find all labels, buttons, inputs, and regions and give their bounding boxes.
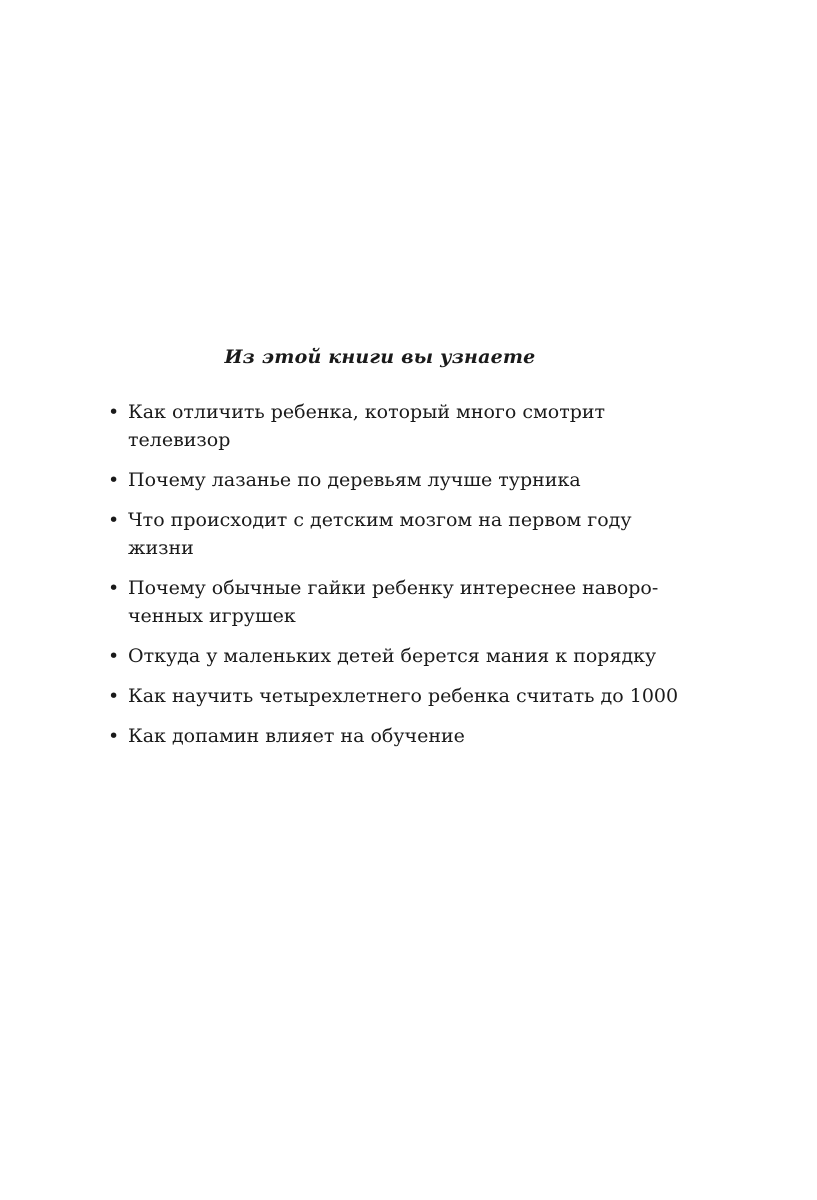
list-item-line: Как научить четырехлетнего ребенка считать до 1000 [128, 685, 679, 707]
list-item-line: Как допамин влияет на обучение [128, 725, 465, 747]
bullet-icon: • [108, 469, 120, 491]
list-item-line: Почему лазанье по деревьям лучше турника [128, 469, 581, 491]
list-item-line: Что происходит с детским мозгом на первом году [128, 509, 632, 531]
bullet-icon: • [108, 577, 120, 599]
topics-list [104, 398, 714, 762]
list-item [104, 574, 714, 630]
list-item [104, 398, 714, 454]
list-item [104, 466, 714, 494]
list-item-line: Откуда у маленьких детей берется мания к порядку [128, 645, 657, 667]
list-item-line: Как отличить ребенка, который много смотрит [128, 401, 606, 423]
bullet-icon: • [108, 401, 120, 423]
list-item [104, 642, 714, 670]
list-item [104, 506, 714, 562]
bullet-icon: • [108, 685, 120, 707]
section-heading: Из этой книги вы узнаете [224, 346, 536, 368]
list-item-line: телевизор [128, 429, 231, 451]
list-item [104, 722, 714, 750]
bullet-icon: • [108, 509, 120, 531]
list-item [104, 682, 714, 710]
bullet-icon: • [108, 725, 120, 747]
list-item-line: ченных игрушек [128, 605, 296, 627]
bullet-icon: • [108, 645, 120, 667]
list-item-line: Почему обычные гайки ребенку интереснее наворо- [128, 577, 659, 599]
list-item-line: жизни [128, 537, 194, 559]
